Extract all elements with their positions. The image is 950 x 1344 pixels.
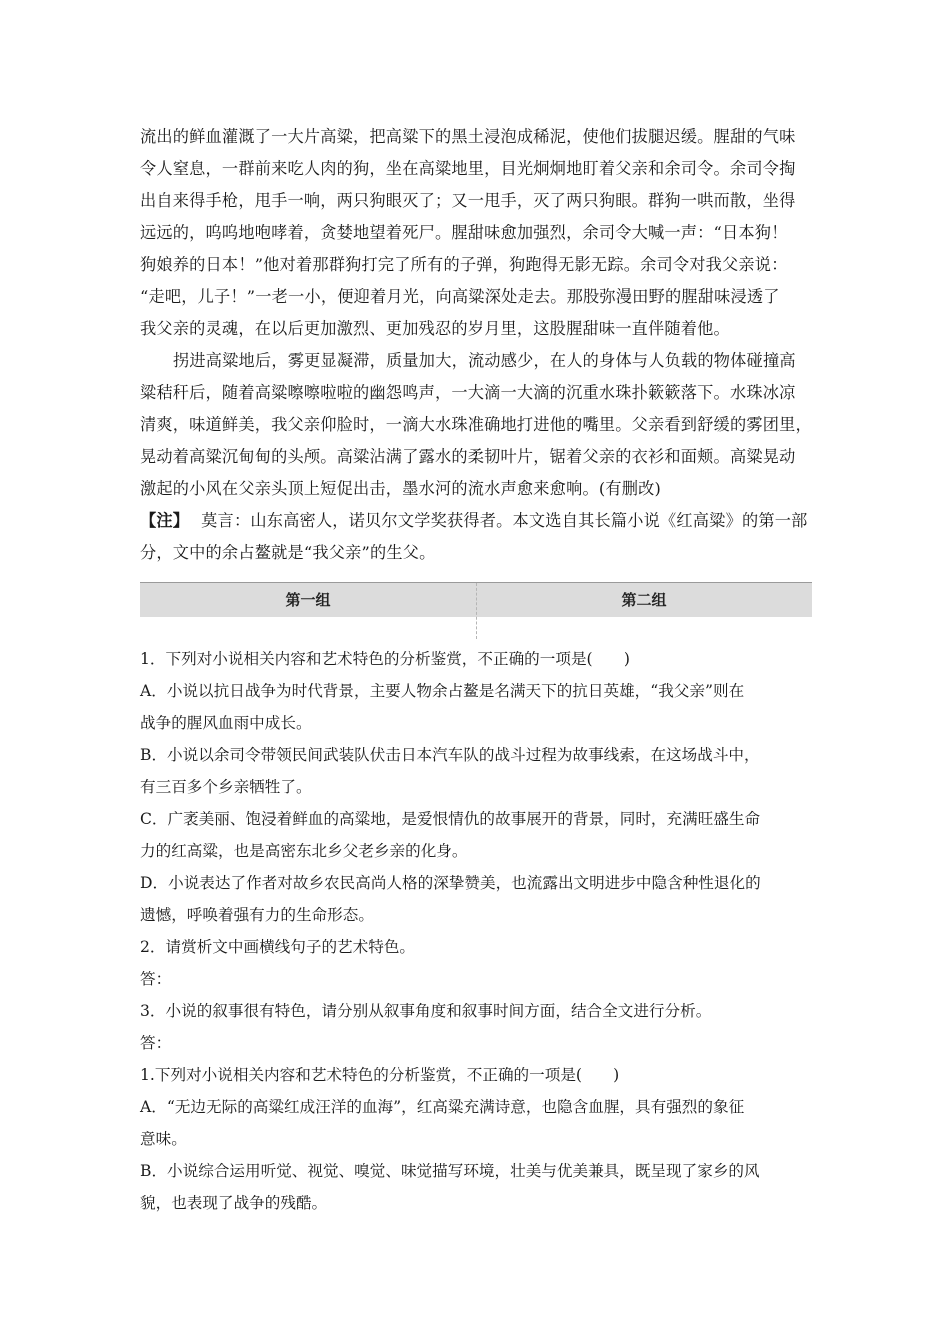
question-line: 2．请赏析文中画横线句子的艺术特色。 [140,938,416,956]
question-line: A．“无边无际的高粱红成汪洋的血海”，红高粱充满诗意，也隐含血腥，具有强烈的象征 [140,1098,745,1116]
passage-line: 清爽，味道鲜美，我父亲仰脸时，一滴大水珠准确地打进他的嘴里。父亲看到舒缓的雾团里， [140,415,812,434]
passage-line: 远远的，呜呜地咆哮着，贪婪地望着死尸。腥甜味愈加强烈，余司令大喊一声：“日本狗！ [140,223,788,242]
question-line: B．小说综合运用听觉、视觉、嗅觉、味觉描写环境，壮美与优美兼具，既呈现了家乡的风 [140,1162,760,1180]
question-line: 意味。 [140,1130,187,1148]
question-line: 3．小说的叙事很有特色，请分别从叙事角度和叙事时间方面，结合全文进行分析。 [140,1002,712,1020]
questions [140,643,812,1219]
passage-line: “走吧，儿子！”一老一小，便迎着月光，向高粱深处走去。那股弥漫田野的腥甜味浸透了 [140,287,780,306]
passage-line: 出自来得手枪，甩手一响，两只狗眼灭了；又一甩手，灭了两只狗眼。群狗一哄而散，坐得 [140,191,796,210]
question-line: 战争的腥风血雨中成长。 [140,714,312,732]
note-line [140,505,812,537]
passage-line: 晃动着高粱沉甸甸的头颅。高粱沾满了露水的柔韧叶片，锯着父亲的衣衫和面颊。高粱晃动 [140,447,796,466]
passage-line: 狗娘养的日本！”他对着那群狗打完了所有的子弹，狗跑得无影无踪。余司令对我父亲说： [140,255,788,274]
question-line: 貌，也表现了战争的残酷。 [140,1194,328,1212]
passage [140,121,812,569]
question-line: 有三百多个乡亲牺牲了。 [140,778,312,796]
note-line: 分，文中的余占鳌就是“我父亲”的生父。 [140,543,436,562]
note-text: 莫言：山东高密人，诺贝尔文学奖获得者。本文选自其长篇小说《红高粱》的第一部 [201,511,808,530]
tab-divider [476,583,477,639]
passage-line: 拐进高粱地后，雾更显凝滞，质量加大，流动感少，在人的身体与人负载的物体碰撞高 [173,351,796,370]
tab-group-1[interactable]: 第一组 [285,591,331,609]
question-line: 遗憾，呼唤着强有力的生命形态。 [140,906,374,924]
answer-label: 答： [140,1034,172,1052]
answer-label: 答： [140,970,172,988]
question-line: 力的红高粱，也是高密东北乡父老乡亲的化身。 [140,842,468,860]
group-tabs [140,582,812,617]
question-line: C．广袤美丽、饱浸着鲜血的高粱地，是爱恨情仇的故事展开的背景，同时，充满旺盛生命 [140,810,761,828]
question-line: 1．下列对小说相关内容和艺术特色的分析鉴赏，不正确的一项是( ) [140,650,630,668]
question-line: B．小说以余司令带领民间武装队伏击日本汽车队的战斗过程为故事线索，在这场战斗中， [140,746,760,764]
passage-line: 我父亲的灵魂，在以后更加激烈、更加残忍的岁月里，这股腥甜味一直伴随着他。 [140,319,730,338]
question-line: 1.下列对小说相关内容和艺术特色的分析鉴赏，不正确的一项是( ) [140,1066,620,1084]
passage-line: 激起的小风在父亲头顶上短促出击，墨水河的流水声愈来愈响。(有删改) [140,479,662,498]
passage-line: 流出的鲜血灌溉了一大片高粱，把高粱下的黑土浸泡成稀泥，使他们拔腿迟缓。腥甜的气味 [140,127,796,146]
question-line: A．小说以抗日战争为时代背景，主要人物余占鳌是名满天下的抗日英雄，“我父亲”则在 [140,682,745,700]
question-line: D．小说表达了作者对故乡农民高尚人格的深挚赞美，也流露出文明进步中隐含种性退化的 [140,874,761,892]
passage-line: 粱秸秆后，随着高粱嚓嚓啦啦的幽怨鸣声，一大滴一大滴的沉重水珠扑簌簌落下。水珠冰凉 [140,383,796,402]
tab-group-2[interactable]: 第二组 [621,591,667,609]
note-tag: 【注】 [140,511,190,530]
passage-line: 令人窒息，一群前来吃人肉的狗，坐在高粱地里，目光炯炯地盯着父亲和余司令。余司令掏 [140,159,796,178]
